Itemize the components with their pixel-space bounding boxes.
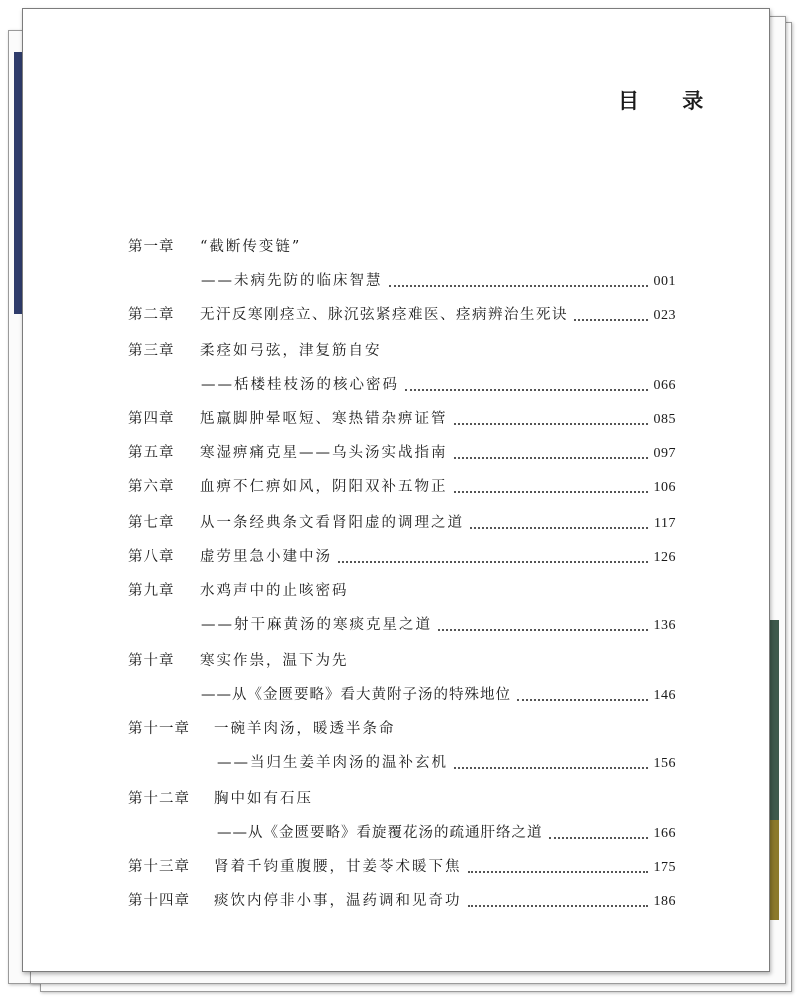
dot-leader: [454, 766, 648, 769]
chapter-subtitle: ——从《金匮要略》看大黄附子汤的特殊地位: [201, 687, 511, 703]
chapter-subtitle: ——射干麻黄汤的寒痰克星之道: [201, 617, 432, 633]
page-number: 156: [653, 756, 676, 771]
toc-entry-8: [128, 545, 676, 569]
chapter-label: 第六章: [128, 479, 175, 495]
toc-entry-5: [128, 441, 676, 465]
chapter-label: 第八章: [128, 549, 175, 565]
chapter-subtitle: ——未病先防的临床智慧: [201, 273, 383, 289]
page-number: 106: [653, 480, 676, 495]
chapter-heading: 肾着千钧重腹腰，甘姜苓术暖下焦: [214, 859, 462, 875]
toc-entry-13: [128, 855, 676, 879]
chapter-label: 第三章: [128, 343, 175, 359]
dot-leader: [468, 904, 648, 907]
dot-leader: [549, 836, 648, 839]
chapter-subtitle: ——栝楼桂枝汤的核心密码: [201, 377, 399, 393]
toc-entry-7: [128, 511, 676, 535]
page-number: 136: [653, 618, 676, 633]
toc-title: 目 录: [618, 88, 722, 113]
chapter-heading: 寒实作祟，温下为先: [200, 653, 349, 669]
chapter-label: 第二章: [128, 307, 175, 323]
toc-entry-9: [128, 579, 676, 603]
chapter-label: 第十章: [128, 653, 175, 669]
page-number: 186: [653, 894, 676, 909]
toc-entry-10: [128, 649, 676, 673]
chapter-heading: 胸中如有石压: [214, 791, 313, 807]
chapter-label: 第十一章: [128, 721, 190, 737]
dot-leader: [405, 388, 648, 391]
dot-leader: [389, 284, 648, 287]
chapter-label: 第一章: [128, 239, 175, 255]
toc-entry-9-subtitle: [201, 613, 676, 637]
chapter-label: 第七章: [128, 515, 175, 531]
page-number: 085: [653, 412, 676, 427]
toc-entry-3: [128, 339, 676, 363]
dot-leader: [454, 422, 648, 425]
dot-leader: [454, 490, 648, 493]
page-number: 175: [653, 860, 676, 875]
page-number: 066: [653, 378, 676, 393]
chapter-heading: 尪羸脚肿晕呕短、寒热错杂痹证管: [200, 411, 448, 427]
toc-entry-14: [128, 889, 676, 913]
page-number: 117: [654, 516, 676, 531]
chapter-label: 第五章: [128, 445, 175, 461]
chapter-label: 第十四章: [128, 893, 190, 909]
toc-entry-11: [128, 717, 676, 741]
chapter-heading: “截断传变链”: [200, 239, 302, 255]
toc-entry-11-subtitle: [217, 751, 676, 775]
cover-edge-blue: [14, 52, 22, 314]
chapter-heading: 痰饮内停非小事，温药调和见奇功: [214, 893, 462, 909]
page-number: 126: [653, 550, 676, 565]
chapter-label: 第十三章: [128, 859, 190, 875]
toc-entry-6: [128, 475, 676, 499]
toc-list: [23, 9, 769, 971]
dot-leader: [454, 456, 648, 459]
toc-entry-3-subtitle: [201, 373, 676, 397]
toc-entry-1: [128, 235, 676, 259]
chapter-label: 第九章: [128, 583, 175, 599]
dot-leader: [468, 870, 648, 873]
toc-entry-2: [128, 303, 676, 327]
dot-leader: [338, 560, 648, 563]
cover-edge-green: [770, 620, 779, 820]
chapter-heading: 虚劳里急小建中汤: [200, 549, 332, 565]
chapter-heading: 无汗反寒刚痉立、脉沉弦紧痉难医、痉病辨治生死诀: [200, 307, 568, 323]
toc-entry-4: [128, 407, 676, 431]
chapter-subtitle: ——从《金匮要略》看旋覆花汤的疏通肝络之道: [217, 825, 543, 841]
chapter-label: 第四章: [128, 411, 175, 427]
toc-entry-12: [128, 787, 676, 811]
chapter-heading: 一碗羊肉汤，暖透半条命: [214, 721, 396, 737]
toc-entry-10-subtitle: [201, 683, 676, 707]
dot-leader: [574, 318, 648, 321]
toc-page: [22, 8, 770, 972]
chapter-heading: 柔痉如弓弦，津复筋自安: [200, 343, 382, 359]
page-number: 023: [653, 308, 676, 323]
dot-leader: [470, 526, 648, 529]
chapter-heading: 从一条经典条文看肾阳虚的调理之道: [200, 515, 464, 531]
page-number: 166: [653, 826, 676, 841]
chapter-heading: 血痹不仁痹如风，阴阳双补五物正: [200, 479, 448, 495]
page-number: 146: [653, 688, 676, 703]
page-number: 001: [653, 274, 676, 289]
chapter-subtitle: ——当归生姜羊肉汤的温补玄机: [217, 755, 448, 771]
cover-edge-gold: [770, 820, 779, 920]
chapter-label: 第十二章: [128, 791, 190, 807]
chapter-heading: 水鸡声中的止咳密码: [200, 583, 349, 599]
dot-leader: [438, 628, 648, 631]
toc-entry-12-subtitle: [217, 821, 676, 845]
page-number: 097: [653, 446, 676, 461]
chapter-heading: 寒湿痹痛克星——乌头汤实战指南: [200, 445, 448, 461]
toc-entry-1-subtitle: [201, 269, 676, 293]
dot-leader: [517, 698, 648, 701]
